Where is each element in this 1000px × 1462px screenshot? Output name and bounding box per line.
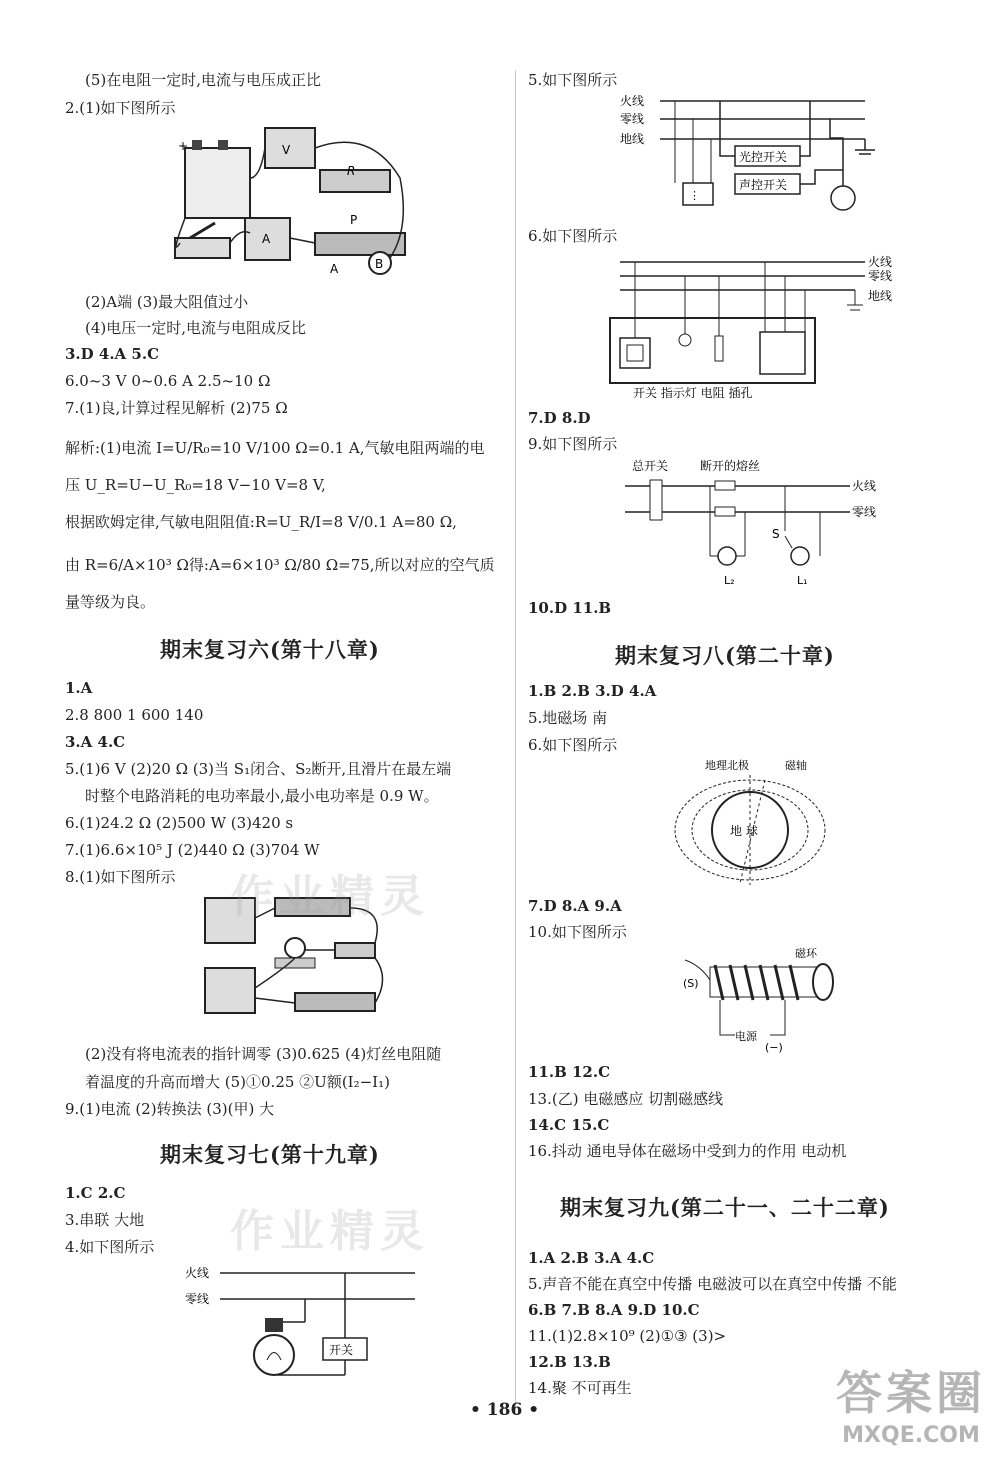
answer-line: 16.抖动 通电导体在磁场中受到力的作用 电动机 [528,1142,847,1160]
svg-text:B: B [375,257,384,271]
svg-text:P: P [350,213,358,227]
analysis-line: 解析:(1)电流 I=U/R₀=10 V/100 Ω=0.1 A,气敏电阻两端的电 [65,439,485,457]
answer-line: 1.B 2.B 3.D 4.A [528,682,657,700]
answer-line: 8.(1)如下图所示 [65,868,176,886]
svg-text:R: R [347,164,356,178]
svg-text:地线: 地线 [620,132,645,146]
geomagnetic-figure [665,755,845,890]
answer-line: 1.C 2.C [65,1184,126,1202]
svg-text:开关: 开关 [329,1343,354,1357]
svg-text:S: S [772,527,780,541]
svg-text:火线: 火线 [868,255,893,269]
wiring-figure-5 [615,88,895,218]
analysis-line: 压 U_R=U−U_R₀=18 V−10 V=8 V, [65,476,326,494]
svg-text:(S): (S) [683,977,699,990]
svg-text:地 球: 地 球 [730,824,758,838]
svg-text:地线: 地线 [868,289,893,303]
watermark: 作业精灵 [230,871,430,922]
column-divider [515,70,516,1415]
svg-text:火线: 火线 [852,479,877,493]
svg-text:(−): (−) [765,1041,783,1054]
answer-line: 6.0~3 V 0~0.6 A 2.5~10 Ω [65,372,271,390]
answer-line: 2.(1)如下图所示 [65,99,176,117]
answer-line: 3.串联 大地 [65,1211,145,1229]
answer-line: 6.B 7.B 8.A 9.D 10.C [528,1301,700,1319]
svg-text:L₁: L₁ [797,574,808,587]
answer-line: (5)在电阻一定时,电流与电压成正比 [85,71,322,89]
svg-text:零线: 零线 [185,1292,210,1306]
section-heading: 期末复习六(第十八章) [160,637,380,662]
svg-text:断开的熔丝: 断开的熔丝 [700,459,761,473]
answer-line: 7.(1)良,计算过程见解析 (2)75 Ω [65,399,288,417]
answer-line: 时整个电路消耗的电功率最小,最小电功率是 0.9 W。 [85,787,439,805]
svg-text:L₂: L₂ [724,574,735,587]
analysis-line: 量等级为良。 [65,593,156,611]
page-number: • 186 • [470,1400,540,1420]
section-heading: 期末复习七(第十九章) [160,1142,380,1167]
answer-line: 6.如下图所示 [528,736,618,754]
answer-line: 5.地磁场 南 [528,709,608,727]
wiring-figure-6 [605,250,905,405]
svg-text:火线: 火线 [185,1266,210,1280]
answer-line: 9.(1)电流 (2)转换法 (3)(甲) 大 [65,1100,275,1118]
answer-line: (2)A端 (3)最大阻值过小 [85,293,249,311]
answer-line: 10.D 11.B [528,599,612,617]
answer-line: 11.(1)2.8×10⁹ (2)①③ (3)> [528,1327,727,1345]
svg-text:开关 指示灯 电阻 插孔: 开关 指示灯 电阻 插孔 [633,386,753,400]
svg-text:地理北极: 地理北极 [705,759,749,772]
logo-domain: MXQE.COM [842,1423,980,1448]
answer-line: 5.(1)6 V (2)20 Ω (3)当 S₁闭合、S₂断开,且滑片在最左端 [65,760,452,778]
answer-line: 5.声音不能在真空中传播 电磁波可以在真空中传播 不能 [528,1275,897,1293]
svg-text:总开关: 总开关 [632,459,669,473]
answer-line: 6.如下图所示 [528,227,618,245]
answer-line: (2)没有将电流表的指针调零 (3)0.625 (4)灯丝电阻随 [85,1045,442,1063]
answer-line: 着温度的升高而增大 (5)①0.25 ②U额(I₂−I₁) [85,1073,390,1091]
answer-line: 7.D 8.A 9.A [528,897,622,915]
logo-text: 答案圈 [836,1366,986,1420]
answer-line: 2.8 800 1 600 140 [65,706,204,724]
analysis-line: 由 R=6/A×10³ Ω得:A=6×10³ Ω/80 Ω=75,所以对应的空气质 [65,556,495,574]
circuit-figure-2 [170,118,420,288]
svg-text:A: A [330,262,339,276]
svg-text:⋮: ⋮ [689,189,700,202]
answer-line: 4.如下图所示 [65,1238,155,1256]
svg-text:光控开关: 光控开关 [739,150,788,164]
site-logo [836,1357,986,1448]
answer-line: 3.A 4.C [65,733,126,751]
section-heading: 期末复习八(第二十章) [615,643,835,668]
answer-line: 3.D 4.A 5.C [65,345,160,363]
svg-text:+: + [178,139,189,153]
answer-line: 10.如下图所示 [528,923,627,941]
answer-line: 7.D 8.D [528,409,591,427]
answer-line: 5.如下图所示 [528,71,618,89]
answer-line: 14.C 15.C [528,1116,610,1134]
svg-text:磁环: 磁环 [795,947,817,960]
wiring-figure-9 [620,456,890,591]
svg-text:V: V [282,143,291,157]
svg-text:声控开关: 声控开关 [739,178,788,192]
svg-text:火线: 火线 [620,94,645,108]
analysis-line: 根据欧姆定律,气敏电阻阻值:R=U_R/I=8 V/0.1 A=80 Ω, [65,513,457,531]
answer-line: 1.A 2.B 3.A 4.C [528,1249,655,1267]
answer-line: (4)电压一定时,电流与电阻成反比 [85,319,307,337]
svg-text:电源: 电源 [735,1030,757,1043]
svg-text:零线: 零线 [852,505,877,519]
solenoid-figure [675,945,845,1055]
answer-line: 7.(1)6.6×10⁵ J (2)440 Ω (3)704 W [65,841,320,859]
answer-line: 14.聚 不可再生 [528,1379,632,1397]
svg-text:零线: 零线 [868,269,893,283]
svg-text:磁轴: 磁轴 [785,759,807,772]
section-heading: 期末复习九(第二十一、二十二章) [560,1195,890,1220]
svg-text:零线: 零线 [620,112,645,126]
answer-line: 6.(1)24.2 Ω (2)500 W (3)420 s [65,814,294,832]
svg-text:A: A [262,232,271,246]
answer-line: 9.如下图所示 [528,435,618,453]
wiring-figure-4 [185,1260,415,1390]
answer-line: 12.B 13.B [528,1353,611,1371]
answer-line: 1.A [65,679,93,697]
watermark: 作业精灵 [230,1206,430,1257]
answer-line: 11.B 12.C [528,1063,611,1081]
answer-line: 13.(乙) 电磁感应 切割磁感线 [528,1090,724,1108]
